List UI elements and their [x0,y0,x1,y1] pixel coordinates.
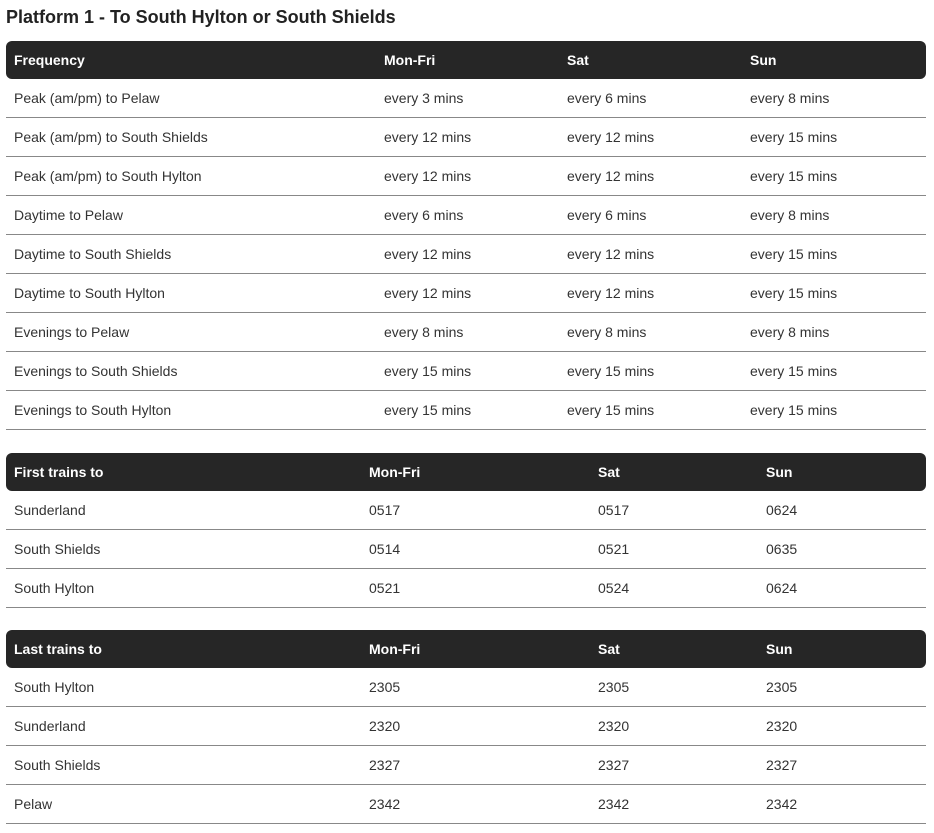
table-cell: Daytime to South Hylton [6,274,376,313]
table-cell: every 15 mins [742,157,926,196]
table-cell: Peak (am/pm) to Pelaw [6,79,376,118]
last-trains-column-header: Sun [758,630,926,668]
page-title: Platform 1 - To South Hylton or South Shields [6,7,396,27]
table-row [6,530,926,569]
table-cell: every 15 mins [742,235,926,274]
table-row [6,746,926,785]
table-cell: 2327 [590,746,758,785]
last-trains-header-row [6,630,926,668]
last-trains-table [6,630,926,824]
table-cell: every 12 mins [376,274,559,313]
frequency-column-header: Mon-Fri [376,41,559,79]
table-cell: 0514 [361,530,590,569]
table-cell: 2320 [758,707,926,746]
table-cell: every 15 mins [742,274,926,313]
frequency-column-header: Sun [742,41,926,79]
table-cell: every 8 mins [559,313,742,352]
frequency-column-header: Sat [559,41,742,79]
table-row [6,274,926,313]
table-row [6,668,926,707]
table-cell: every 12 mins [376,157,559,196]
first-trains-column-header: Mon-Fri [361,453,590,491]
table-row [6,79,926,118]
first-trains-column-header: Sat [590,453,758,491]
table-cell: every 15 mins [559,352,742,391]
table-cell: Peak (am/pm) to South Shields [6,118,376,157]
table-row [6,118,926,157]
table-cell: South Shields [6,746,361,785]
first-trains-column-header: Sun [758,453,926,491]
first-trains-header-row [6,453,926,491]
table-cell: Evenings to Pelaw [6,313,376,352]
table-cell: Sunderland [6,491,361,530]
table-cell: South Hylton [6,569,361,608]
table-cell: every 6 mins [376,196,559,235]
table-row [6,157,926,196]
table-cell: 2342 [590,785,758,824]
first-trains-table [6,453,926,608]
table-cell: every 15 mins [376,391,559,430]
table-cell: 2342 [758,785,926,824]
table-cell: every 15 mins [742,118,926,157]
table-cell: Peak (am/pm) to South Hylton [6,157,376,196]
table-cell: every 15 mins [559,391,742,430]
table-cell: Daytime to Pelaw [6,196,376,235]
table-cell: 0524 [590,569,758,608]
table-cell: 2320 [361,707,590,746]
table-cell: every 15 mins [742,391,926,430]
table-cell: Pelaw [6,785,361,824]
table-cell: 0624 [758,569,926,608]
table-cell: 0521 [361,569,590,608]
frequency-table [6,41,926,430]
table-row [6,352,926,391]
table-cell: every 3 mins [376,79,559,118]
frequency-header-row [6,41,926,79]
table-cell: every 12 mins [376,118,559,157]
table-cell: every 12 mins [376,235,559,274]
table-row [6,569,926,608]
table-cell: 2342 [361,785,590,824]
table-cell: 2327 [758,746,926,785]
table-cell: every 12 mins [559,118,742,157]
table-cell: every 15 mins [742,352,926,391]
table-cell: Evenings to South Shields [6,352,376,391]
table-cell: every 12 mins [559,157,742,196]
table-cell: South Hylton [6,668,361,707]
table-cell: 0517 [361,491,590,530]
table-cell: 0635 [758,530,926,569]
table-cell: every 12 mins [559,274,742,313]
table-cell: 2320 [590,707,758,746]
table-row [6,491,926,530]
table-row [6,196,926,235]
first-trains-column-header: First trains to [6,453,361,491]
table-cell: 2305 [758,668,926,707]
table-row [6,785,926,824]
table-cell: every 8 mins [742,196,926,235]
table-row [6,313,926,352]
table-cell: South Shields [6,530,361,569]
table-cell: Sunderland [6,707,361,746]
table-cell: Evenings to South Hylton [6,391,376,430]
table-cell: 2305 [361,668,590,707]
last-trains-column-header: Mon-Fri [361,630,590,668]
table-cell: every 8 mins [742,79,926,118]
last-trains-column-header: Last trains to [6,630,361,668]
table-row [6,707,926,746]
table-cell: 0521 [590,530,758,569]
table-row [6,391,926,430]
table-cell: every 6 mins [559,79,742,118]
table-cell: every 8 mins [376,313,559,352]
last-trains-column-header: Sat [590,630,758,668]
table-cell: Daytime to South Shields [6,235,376,274]
table-cell: 2327 [361,746,590,785]
table-cell: every 12 mins [559,235,742,274]
table-cell: every 8 mins [742,313,926,352]
table-cell: 0624 [758,491,926,530]
table-cell: every 6 mins [559,196,742,235]
table-row [6,235,926,274]
frequency-column-header: Frequency [6,41,376,79]
table-cell: 0517 [590,491,758,530]
table-cell: 2305 [590,668,758,707]
table-cell: every 15 mins [376,352,559,391]
